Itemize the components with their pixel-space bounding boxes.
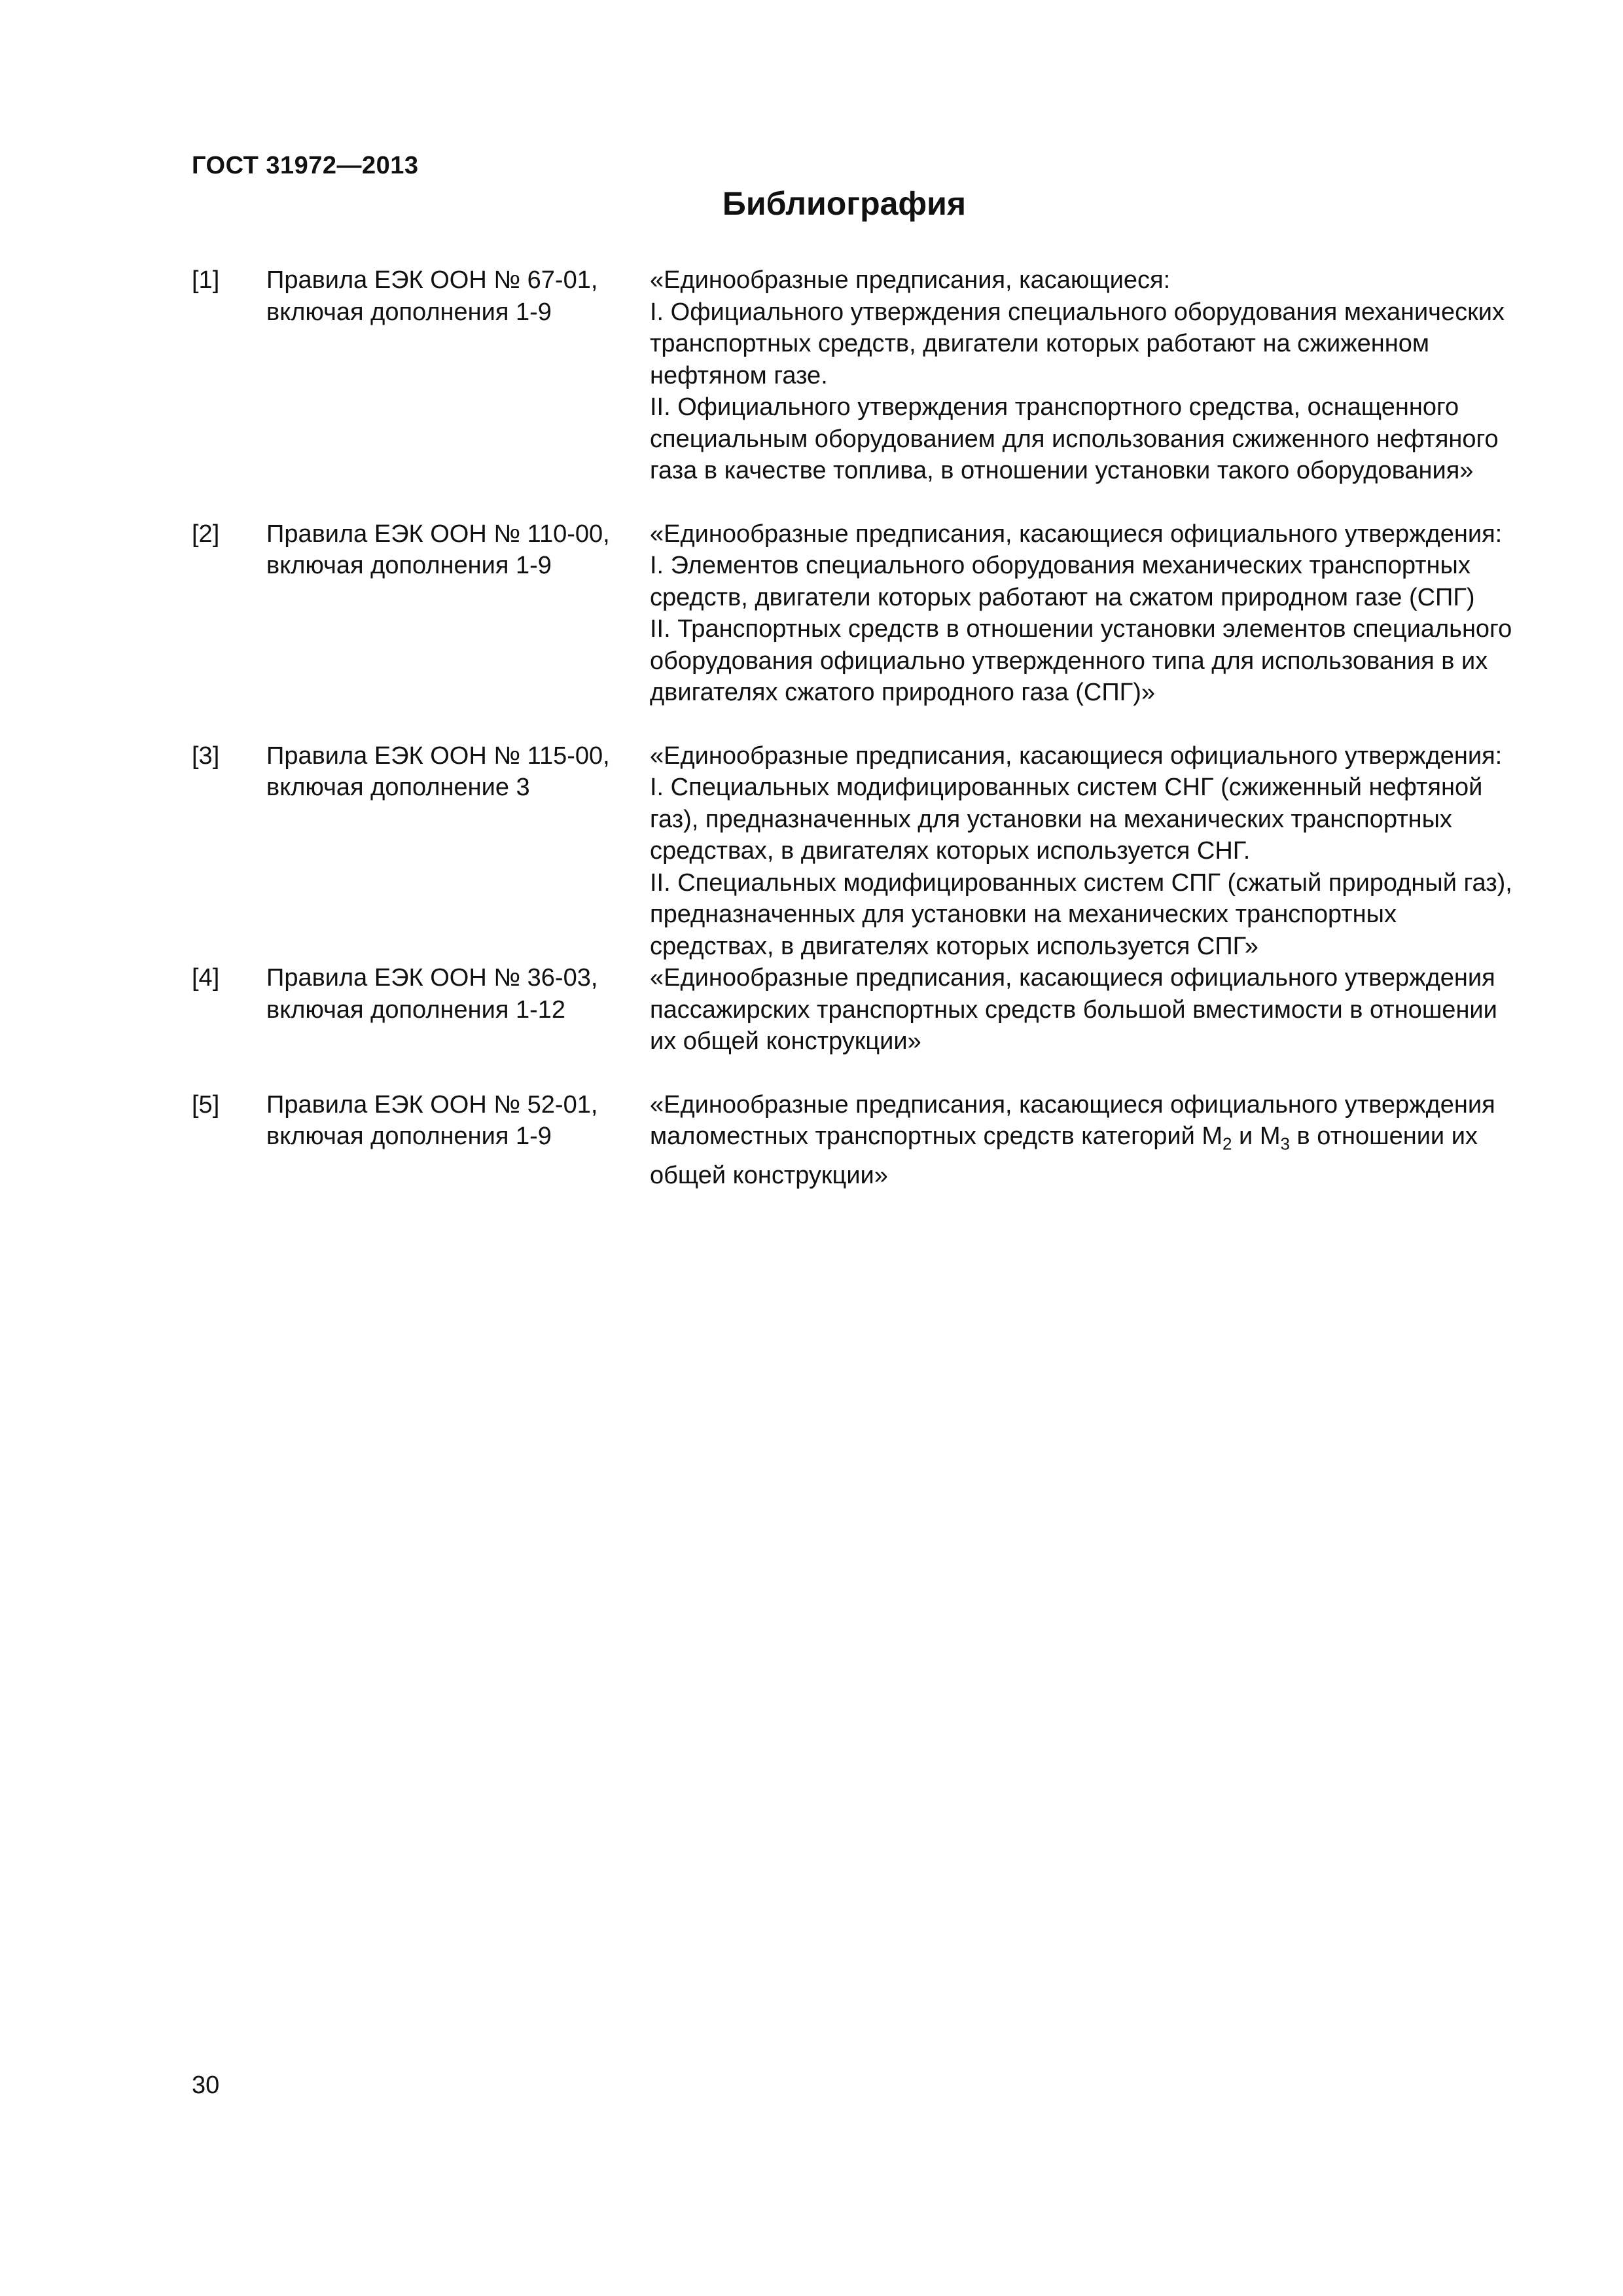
entry-description: «Единообразные предписания, касающиеся официального утверждения: I. Элементов специального оборудования механических транспортных средств, двигатели которых работают на сжатом природном газе (СПГ) II. Транспортных средств в отношении установки элементов специального оборудования официально утвержденного типа для использования в их двигателях сжатого природного газа (СПГ)» bbox=[650, 520, 1512, 706]
document-code: ГОСТ 31972—2013 bbox=[192, 152, 419, 179]
bibliography-list bbox=[192, 264, 1514, 1192]
entry-text: и М bbox=[1232, 1122, 1281, 1150]
bibliography-entry-2 bbox=[192, 518, 1514, 709]
entry-rule: Правила ЕЭК ООН № 67-01, включая дополнения 1-9 bbox=[266, 266, 598, 326]
entry-description: «Единообразные предписания, касающиеся официального утверждения: I. Специальных модифицированных систем СНГ (сжиженный нефтяной газ), предназначенных для установки на механических транспортных средствах, в двигателях которых используется СНГ. II. Специальных модифицированных систем СПГ (сжатый природный газ), предназначенных для установки на механических транспортных средствах, в двигателях которых используется СПГ» bbox=[650, 742, 1512, 960]
entry-rule: Правила ЕЭК ООН № 115-00, включая дополнение 3 bbox=[266, 742, 610, 801]
entry-text: в отношении их общей конструкции» bbox=[650, 1122, 1478, 1190]
page-number: 30 bbox=[192, 2072, 220, 2099]
entry-number: [4] bbox=[192, 964, 220, 992]
entry-number: [5] bbox=[192, 1090, 220, 1119]
entry-description: «Единообразные предписания, касающиеся: I. Официального утверждения специального оборудования механических транспортных средств, двигатели которых работают на сжиженном нефтяном газе. II. Официального утверждения транспортного средства, оснащенного специальным оборудованием для использования сжиженного нефтяного газа в качестве топлива, в отношении установки такого оборудования» bbox=[650, 266, 1505, 484]
entry-number: [2] bbox=[192, 520, 220, 548]
entry-rule: Правила ЕЭК ООН № 52-01, включая дополнения 1-9 bbox=[266, 1090, 598, 1150]
entry-number: [1] bbox=[192, 266, 220, 294]
entry-rule: Правила ЕЭК ООН № 110-00, включая дополнения 1-9 bbox=[266, 520, 610, 579]
bibliography-entry-4 bbox=[192, 962, 1514, 1058]
entry-rule: Правила ЕЭК ООН № 36-03, включая дополнения 1-12 bbox=[266, 964, 598, 1024]
entry-description: «Единообразные предписания, касающиеся официального утверждения пассажирских транспортных средств большой вместимости в отношении их общей конструкции» bbox=[650, 964, 1497, 1055]
page-title: Библиография bbox=[722, 185, 967, 222]
subscript: 3 bbox=[1280, 1134, 1290, 1154]
entry-description bbox=[650, 1089, 1514, 1192]
bibliography-entry-1 bbox=[192, 264, 1514, 487]
entry-number: [3] bbox=[192, 742, 220, 770]
bibliography-entry-5 bbox=[192, 1089, 1514, 1192]
entry-text: «Единообразные предписания, касающиеся официального утверждения маломестных транспортных средств категорий М bbox=[650, 1090, 1495, 1150]
subscript: 2 bbox=[1222, 1134, 1232, 1154]
bibliography-entry-3 bbox=[192, 740, 1514, 963]
